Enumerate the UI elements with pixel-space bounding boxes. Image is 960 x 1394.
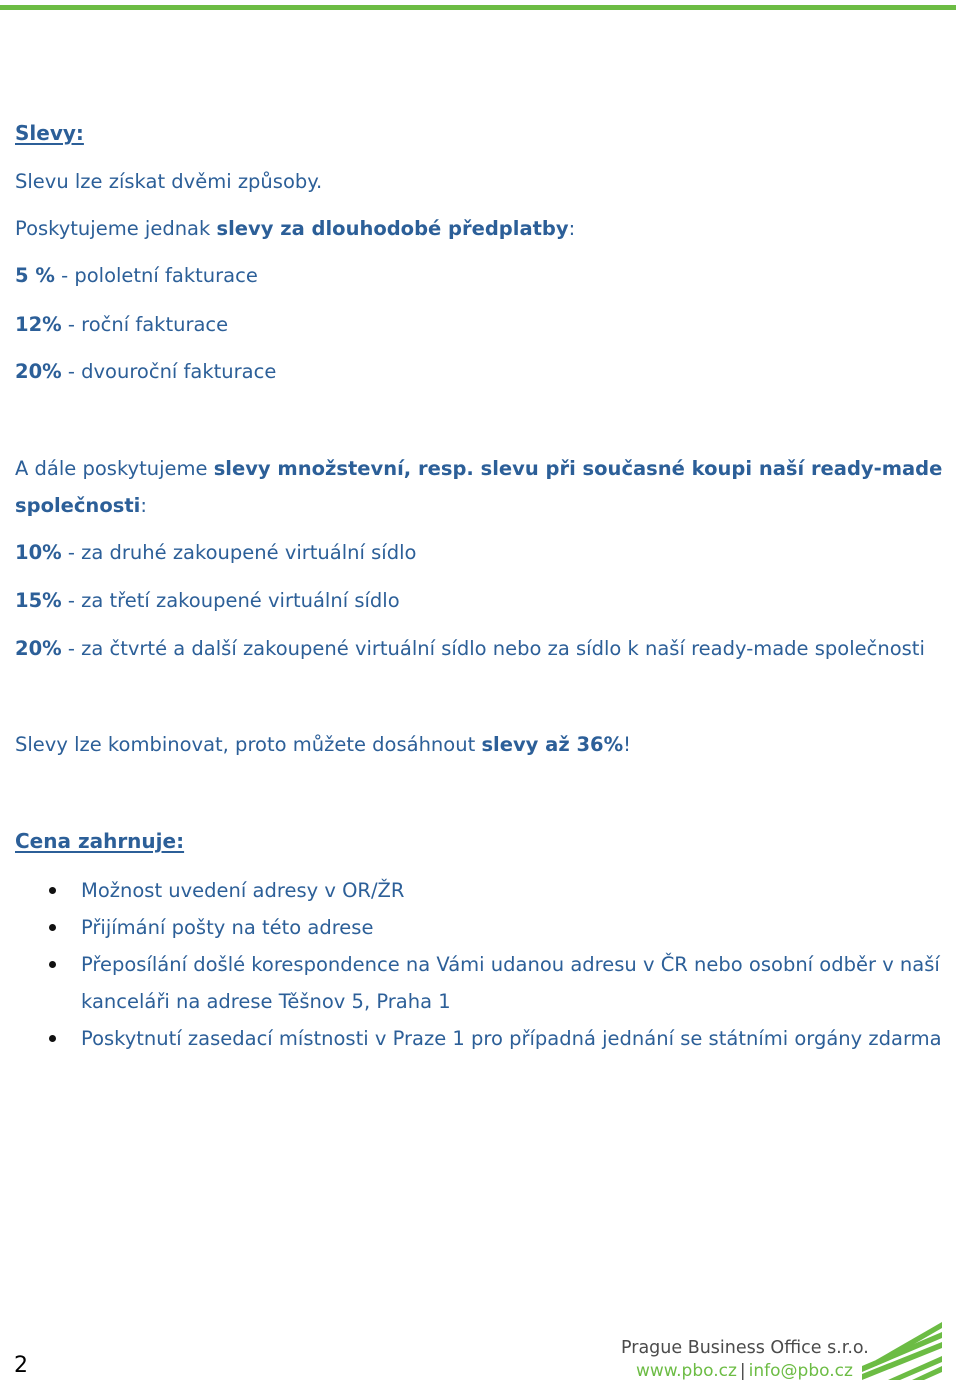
discount-percent: 5 % (15, 264, 55, 287)
quantity-discounts-intro (15, 450, 950, 524)
long-term-item (15, 360, 276, 384)
list-item-text: Možnost uvedení adresy v OR/ŽR (81, 879, 405, 902)
combine-bold: slevy až 36% (481, 733, 624, 756)
bullet-icon (49, 961, 56, 968)
combine-discounts-note (15, 733, 631, 757)
bullet-icon (49, 924, 56, 931)
quantity-item (15, 589, 400, 613)
combine-trail: ! (623, 733, 631, 756)
includes-list (45, 872, 950, 1057)
long-term-trail: : (568, 217, 576, 240)
list-item (45, 1020, 950, 1057)
includes-heading: Cena zahrnuje: (15, 829, 185, 853)
list-item-text: Poskytnutí zasedací místnosti v Praze 1 pro případná jednání se státními orgány zdarma (81, 1027, 942, 1050)
list-item (45, 872, 950, 909)
quantity-trail: : (140, 494, 147, 517)
discounts-intro: Slevu lze získat dvěmi způsoby. (15, 170, 323, 193)
footer-contacts (636, 1361, 853, 1381)
page-number: 2 (14, 1353, 28, 1378)
discount-text: - za třetí zakoupené virtuální sídlo (61, 589, 400, 612)
list-item-text: Přeposílání došlé korespondence na Vámi udanou adresu v ČR nebo osobní odběr v naší kanceláři na adrese Těšnov 5, Praha 1 (81, 953, 940, 1013)
list-item (45, 909, 950, 946)
discount-percent: 20% (15, 360, 62, 383)
long-term-discounts-intro (15, 217, 575, 241)
top-accent-bar (0, 5, 956, 10)
long-term-lead: Poskytujeme jednak (15, 217, 217, 240)
list-item (45, 946, 950, 1020)
footer-website-link[interactable]: www.pbo.cz (636, 1361, 737, 1381)
quantity-lead: A dále poskytujeme (15, 457, 214, 480)
discounts-heading: Slevy: (15, 121, 84, 145)
discount-percent: 15% (15, 589, 62, 612)
footer-company-name: Prague Business Office s.r.o. (621, 1338, 869, 1358)
discount-text: - pololetní fakturace (54, 264, 258, 287)
footer-email-link[interactable]: info@pbo.cz (748, 1361, 853, 1381)
discount-percent: 12% (15, 313, 62, 336)
footer-separator: | (739, 1361, 746, 1381)
quantity-item (15, 541, 416, 565)
bullet-icon (49, 887, 56, 894)
quantity-bold: slevy množstevní, resp. slevu při současné koupi naší ready-made společnosti (15, 457, 943, 517)
quantity-item (15, 637, 925, 661)
long-term-item (15, 264, 258, 288)
list-item-text: Přijímání pošty na této adrese (81, 916, 374, 939)
discount-text: - za druhé zakoupené virtuální sídlo (61, 541, 417, 564)
discount-text: - za čtvrté a další zakoupené virtuální sídlo nebo za sídlo k naší ready-made společnosti (61, 637, 925, 660)
combine-lead: Slevy lze kombinovat, proto můžete dosáhnout (15, 733, 482, 756)
bullet-icon (49, 1035, 56, 1042)
discount-text: - roční fakturace (61, 313, 229, 336)
discount-percent: 10% (15, 541, 62, 564)
long-term-bold: slevy za dlouhodobé předplatby (216, 217, 569, 240)
long-term-item (15, 313, 228, 337)
pbo-logo-stairs-icon (862, 1322, 942, 1380)
discount-text: - dvouroční fakturace (61, 360, 277, 383)
discount-percent: 20% (15, 637, 62, 660)
